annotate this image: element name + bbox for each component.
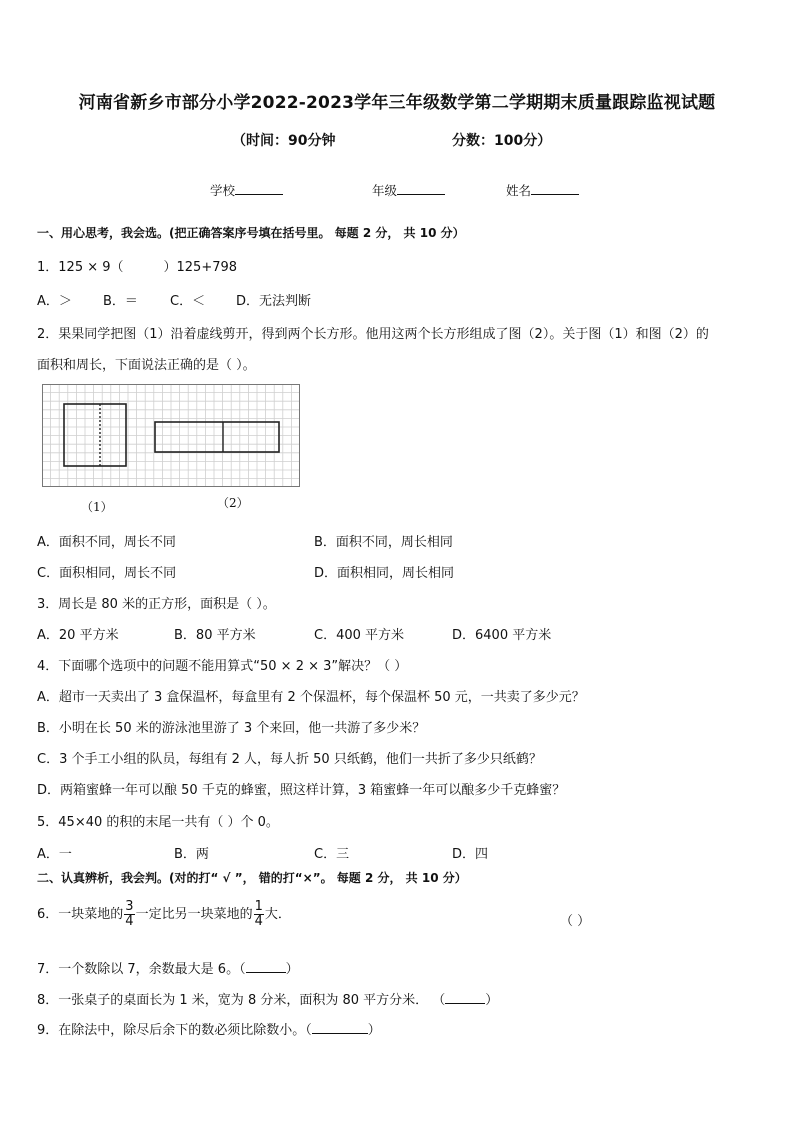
q9-text: 9．在除法中，除尽后余下的数必须比除数小。（ bbox=[37, 1023, 312, 1038]
q1-stem bbox=[37, 256, 237, 275]
q6-middle: 一定比另一块菜地的 bbox=[135, 907, 253, 922]
q1-stem-b: ）125+798 bbox=[163, 260, 238, 275]
q6-f1-numerator: 3 bbox=[125, 899, 134, 914]
q8-text: 8．一张桌子的桌面长为 1 米，宽为 8 分米，面积为 80 平方分米． （ bbox=[37, 993, 446, 1008]
q5-option-b: B．两 bbox=[174, 847, 209, 862]
q2-option-d: D．面积相同，周长相同 bbox=[314, 566, 455, 581]
q9-end: ） bbox=[367, 1023, 381, 1038]
q3-option-d: D．6400 平方米 bbox=[452, 628, 552, 643]
q2-option-b: B．面积不同，周长相同 bbox=[314, 535, 453, 550]
q8-blank bbox=[445, 991, 485, 1004]
q4-option-a: A．超市一天卖出了 3 盒保温杯，每盒里有 2 个保温杯，每个保温杯 50 元，一共卖了多少元？ bbox=[37, 690, 585, 705]
exam-time: （时间：90分钟 bbox=[232, 133, 336, 149]
grade-field bbox=[372, 181, 445, 199]
q7-blank bbox=[246, 960, 286, 973]
q6-answer-blank bbox=[560, 910, 590, 929]
q5-stem: 5．45×40 的积的末尾一共有（ ）个 0。 bbox=[37, 815, 279, 830]
q7-text: 7．一个数除以 7，余数最大是 6。（ bbox=[37, 962, 246, 977]
q1-stem-a: 1．125 × 9（ bbox=[37, 260, 124, 275]
q2-stem-line2: 面积和周长，下面说法正确的是（ ）。 bbox=[37, 358, 256, 373]
school-blank bbox=[235, 182, 283, 195]
q8-stem bbox=[37, 989, 498, 1008]
q5-option-a: A．一 bbox=[37, 847, 72, 862]
q5-option-c: C．三 bbox=[314, 847, 350, 862]
name-blank bbox=[531, 182, 579, 195]
q6-suffix: 大． bbox=[264, 907, 291, 922]
q7-stem bbox=[37, 958, 299, 977]
q1-option-c: C．＜ bbox=[170, 294, 206, 309]
q2-stem-line1: 2．果果同学把图（1）沿着虚线剪开，得到两个长方形。他用这两个长方形组成了图（2）。关于图（1）和图（2）的 bbox=[37, 327, 709, 342]
q2-option-a: A．面积不同，周长不同 bbox=[37, 535, 176, 550]
name-field bbox=[506, 181, 579, 199]
q9-stem bbox=[37, 1019, 381, 1038]
grade-label: 年级 bbox=[372, 183, 398, 198]
q6-stem bbox=[37, 900, 291, 929]
q3-option-c: C．400 平方米 bbox=[314, 628, 405, 643]
q2-option-c: C．面积相同，周长不同 bbox=[37, 566, 177, 581]
q6-f2-numerator: 1 bbox=[254, 899, 263, 914]
fig1-caption: （1） bbox=[81, 500, 113, 514]
q8-end: ） bbox=[485, 993, 499, 1008]
q6-prefix: 6．一块菜地的 bbox=[37, 907, 124, 922]
q1-option-a: A．＞ bbox=[37, 294, 72, 309]
school-field bbox=[210, 181, 283, 199]
q6-answer-paren: （ ） bbox=[560, 914, 591, 929]
q9-blank bbox=[312, 1021, 368, 1034]
q1-option-b: B．＝ bbox=[103, 294, 138, 309]
q7-end: ） bbox=[285, 962, 299, 977]
exam-score: 分数：100分） bbox=[452, 133, 552, 149]
q6-f1-denominator: 4 bbox=[125, 914, 134, 929]
q1-option-d: D．无法判断 bbox=[236, 294, 312, 309]
q2-grid-figure bbox=[42, 384, 304, 490]
q6-fraction-1 bbox=[124, 900, 134, 929]
name-label: 姓名 bbox=[506, 183, 532, 198]
q6-fraction-2 bbox=[254, 900, 264, 929]
fig2-caption: （2） bbox=[217, 496, 249, 510]
exam-title: 河南省新乡市部分小学2022-2023学年三年级数学第二学期期末质量跟踪监视试题 bbox=[78, 93, 716, 113]
section1-heading: 一、用心思考，我会选。(把正确答案序号填在括号里。 每题 2 分， 共 10 分） bbox=[37, 226, 465, 240]
grade-blank bbox=[397, 182, 445, 195]
school-label: 学校 bbox=[210, 183, 236, 198]
q3-option-a: A．20 平方米 bbox=[37, 628, 119, 643]
section2-heading: 二、认真辨析，我会判。(对的打“ √ ”， 错的打“×”。 每题 2 分， 共 10 分） bbox=[37, 871, 467, 885]
q3-option-b: B．80 平方米 bbox=[174, 628, 256, 643]
q6-f2-denominator: 4 bbox=[254, 914, 263, 929]
q3-stem: 3．周长是 80 米的正方形，面积是（ ）。 bbox=[37, 597, 276, 612]
q4-option-c: C．3 个手工小组的队员，每组有 2 人，每人折 50 只纸鹤，他们一共折了多少只纸鹤？ bbox=[37, 752, 542, 767]
q4-option-b: B．小明在长 50 米的游泳池里游了 3 个来回，他一共游了多少米？ bbox=[37, 721, 426, 736]
q4-stem: 4．下面哪个选项中的问题不能用算式“50 × 2 × 3”解决？（ ） bbox=[37, 659, 408, 674]
q5-option-d: D．四 bbox=[452, 847, 489, 862]
q4-option-d: D．两箱蜜蜂一年可以酿 50 千克的蜂蜜，照这样计算，3 箱蜜蜂一年可以酿多少千克蜂蜜？ bbox=[37, 783, 566, 798]
